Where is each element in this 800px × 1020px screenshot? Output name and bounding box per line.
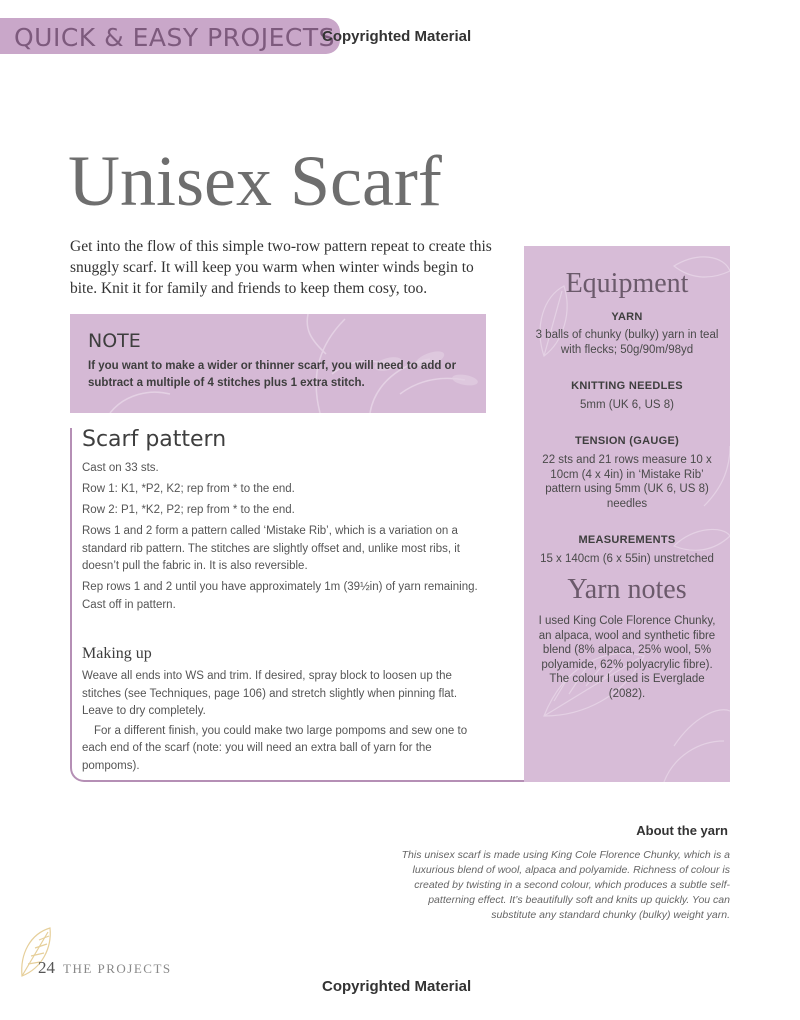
needles-text: 5mm (UK 6, US 8) [580,399,674,411]
yarn-notes-heading: Yarn notes [567,574,687,605]
page-footer [38,958,172,978]
yarn-heading: YARN [611,311,643,323]
footer-section-label: THE PROJECTS [63,961,172,976]
pattern-line: Row 2: P1, *K2, P2; rep from * to the end. [82,504,295,516]
section-header-label: QUICK & EASY PROJECTS [14,23,335,52]
yarn-notes-text: I used King Cole Florence Chunky, an alpaca, wool and synthetic fibre blend (8% alpaca, 25% wool, 5% polyamide, 62% polyacrylic fibre). The colour I used is Everglade (2082). [538,615,716,700]
needles-heading: KNITTING NEEDLES [571,380,683,392]
making-up-instructions [82,668,482,777]
page-title: Unisex Scarf [68,141,442,221]
note-title: NOTE [88,330,141,352]
about-yarn-text: This unisex scarf is made using King Cole Florence Chunky, which is a luxurious blend of wool, alpaca and polyamide. Richness of colour is created by twisting in a second colour, which produces a subtle self-patterning effect. It’s beautifully soft and knits up quickly. You can substitute any standard chunky (bulky) weight yarn. [401,849,730,921]
copyright-notice-top: Copyrighted Material [322,28,472,45]
page-number: 24 [38,958,55,977]
note-box [70,314,486,413]
tension-heading: TENSION (GAUGE) [574,435,680,447]
pattern-line: Cast on 33 sts. [82,462,159,474]
tension-text: 22 sts and 21 rows measure 10 x 10cm (4 x 4in) in ‘Mistake Rib’ pattern using 5mm (UK 6, US 8) needles [542,454,712,510]
about-yarn-heading: About the yarn [636,823,728,838]
making-up-paragraph: Weave all ends into WS and trim. If desired, spray block to loosen up the stitches (see Techniques, page 106) and stretch slightly when pinning flat. Leave to dry completely. [82,670,458,717]
leaf-pattern-decoration [524,246,730,782]
pattern-line: Row 1: K1, *P2, K2; rep from * to the end. [82,483,295,495]
equipment-heading: Equipment [565,268,689,299]
pattern-instructions [82,460,494,618]
section-header-tab [0,18,340,54]
yarn-text: 3 balls of chunky (bulky) yarn in teal with flecks; 50g/90m/98yd [535,329,719,356]
making-up-heading: Making up [82,645,152,662]
pattern-line: Rows 1 and 2 form a pattern called ‘Mistake Rib’, which is a variation on a standard rib pattern. The stitches are slightly offset and, unlike most ribs, it doesn’t pull the fabric in. It is also reversible. [82,525,460,572]
intro-paragraph: Get into the flow of this simple two-row pattern repeat to create this snuggly scarf. It will keep you warm when winter winds begin to bite. Knit it for family and friends to keep them cosy, too. [70,238,492,297]
note-text: If you want to make a wider or thinner scarf, you will need to add or subtract a multiple of 4 stitches plus 1 extra stitch. [88,360,457,389]
pattern-line: Rep rows 1 and 2 until you have approximately 1m (39½in) of yarn remaining. Cast off in pattern. [82,581,478,611]
measurements-heading: MEASUREMENTS [578,534,676,546]
making-up-paragraph: For a different finish, you could make two large pompoms and sew one to each end of the scarf (note: you will need an extra ball of yarn for the pompoms). [82,724,468,772]
pattern-heading: Scarf pattern [82,427,227,452]
copyright-notice-bottom: Copyrighted Material [322,978,472,995]
measurements-text: 15 x 140cm (6 x 55in) unstretched [540,553,714,565]
equipment-sidebar [524,246,730,782]
